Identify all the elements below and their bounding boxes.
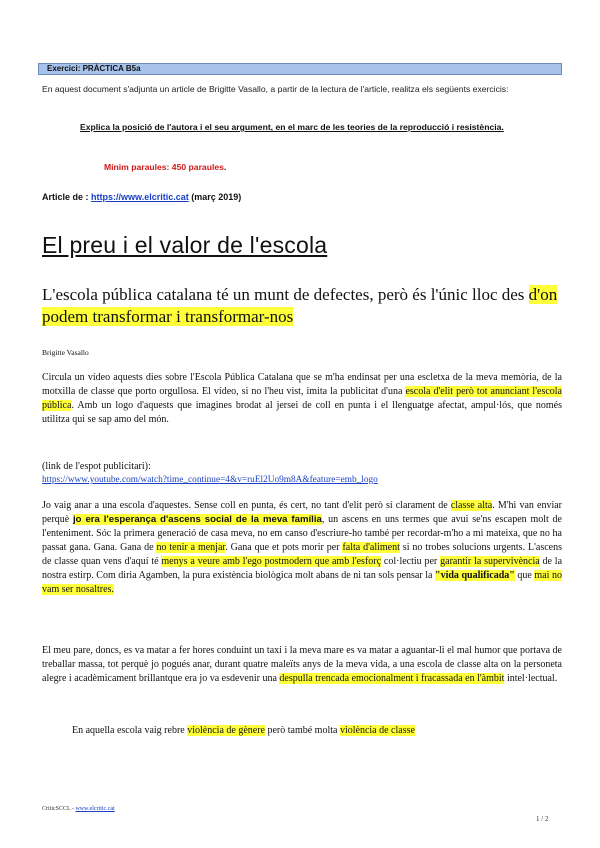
paragraph-4-highlight: violència de gènere	[187, 725, 265, 736]
subtitle-highlight: d'on podem transformar i transformar-nos	[42, 285, 558, 326]
paragraph-3-text-b: intel·lectual.	[504, 673, 558, 684]
paragraph-3-highlight: despulla trencada emocionalment i fracassada en l'àmbit	[279, 673, 505, 684]
paragraph-4-text: però també molta	[264, 725, 340, 736]
paragraph-2-text: col·lectiu per	[381, 556, 441, 567]
exercise-label: Exercici:	[47, 64, 81, 73]
paragraph-2-text: si no trobes solucions urgents. L'ascens de classe quan vens d'aquí té	[42, 542, 562, 567]
task-statement: Explica la posició de l'autora i el seu argument, en el marc de les teories de la reproducció i resistència.	[80, 122, 504, 132]
paragraph-1-text-b: . Amb un logo d'aquests que imagines brodat al jersei de coll en punta i el llenguatge afectat, ampul·lós, que només utilitza qui se sap amo del món.	[42, 400, 562, 425]
paragraph-2-text: , un ascens en uns termes que avui se'ns escapen molt de l'enteniment. Sóc la primera generació de casa meva, no em canso d'escriure-ho també per recordar-m'ho a mi mateixa, que no ha passat gana. Gana. Gana de	[42, 514, 562, 553]
paragraph-1	[42, 371, 562, 427]
paragraph-1-highlight: escola d'elit però tot anunciant l'escola pública	[42, 386, 562, 411]
exercise-name: PRÀCTICA B5a	[82, 64, 141, 73]
paragraph-2-text: . Gana que et pots morir per	[225, 542, 343, 553]
article-source-label: Article de	[42, 192, 84, 202]
paragraph-2-highlight: "vida qualificada"	[435, 570, 515, 581]
article-source-line	[42, 192, 241, 202]
footer-source	[42, 806, 115, 812]
paragraph-2-highlight: classe alta	[450, 500, 493, 511]
paragraph-2-highlight: mai no vam ser nosaltres.	[42, 570, 562, 595]
video-link[interactable]: https://www.youtube.com/watch?time_continue=4&v=ruEl2Uo9m8A&feature=emb_logo	[42, 475, 378, 485]
paragraph-2-highlight: no tenir a menjar	[156, 542, 226, 553]
page-number: 1 / 2	[536, 815, 549, 823]
paragraph-2-highlight-bold: jo era l'esperança d'ascens social de la meva família	[72, 514, 322, 525]
footer-source-label: CriticSCCL -	[42, 806, 76, 812]
article-source-colon: :	[83, 192, 89, 202]
footer-link[interactable]: www.elcritic.cat	[75, 806, 115, 812]
paragraph-4-highlight: violència de classe	[339, 725, 415, 736]
minimum-words-label: Mínim paraules: 450 paraules	[104, 162, 224, 172]
paragraph-3-text-a: El meu pare, doncs, es va matar a fer hores conduint un taxi i la meva mare es va matar a aguantar-li el mal humor que portava de treballar massa, tot perquè jo pogués anar, durant quatre maleïts anys de la meva vida, a una escola de classe alta on la personeta alegre i acadèmicament brillantque era jo va esdevenir una	[42, 645, 562, 684]
paragraph-2-text: que	[514, 570, 535, 581]
paragraph-2-highlight: garantir la supervivència	[440, 556, 540, 567]
paragraph-4	[72, 725, 415, 736]
minimum-words-note	[104, 162, 226, 172]
article-source-link[interactable]: https://www.elcritic.cat	[91, 192, 189, 202]
paragraph-2-text: Jo vaig anar a una escola d'aquestes. Sense coll en punta, és cert, no tant d'elit però sí clarament de	[42, 500, 451, 511]
article-title: El preu i el valor de l'escola	[42, 232, 328, 258]
paragraph-2-highlight: menys a veure amb l'ego postmodern que amb l'esforç	[161, 556, 382, 567]
minimum-words-dot: .	[223, 162, 227, 172]
paragraph-2-text: de la nostra estirp. Com diria Agamben, la pura existència biològica molt abans de ni tan sols pensar la	[42, 556, 563, 581]
intro-text: En aquest document s'adjunta un article de Brigitte Vasallo, a partir de la lectura de l'article, realitza els següents exercicis:	[42, 84, 509, 94]
paragraph-3	[42, 644, 562, 686]
paragraph-2-text: . M'hi van enviar perquè	[42, 500, 562, 525]
article-date: (març 2019)	[191, 192, 242, 202]
paragraph-1-text-a: Circula un vídeo aquests dies sobre l'Escola Pública Catalana que se m'ha endinsat per una escletxa de la meva memòria, de la motxilla de classe que porto orgullosa. El vídeo, si no l'heu vist, imita la publicitat d'una	[42, 372, 562, 397]
paragraph-2-highlight: falta d'aliment	[342, 542, 400, 553]
paragraph-4-text: En aquella escola vaig rebre	[72, 725, 188, 736]
paragraph-2	[42, 499, 562, 597]
article-author: Brigitte Vasallo	[42, 348, 89, 357]
article-subtitle	[42, 284, 567, 328]
subtitle-text: L'escola pública catalana té un munt de defectes, però és l'únic lloc des	[42, 285, 529, 304]
video-link-label: (link de l'espot publicitari):	[42, 461, 151, 472]
exercise-header-bar	[38, 63, 562, 75]
